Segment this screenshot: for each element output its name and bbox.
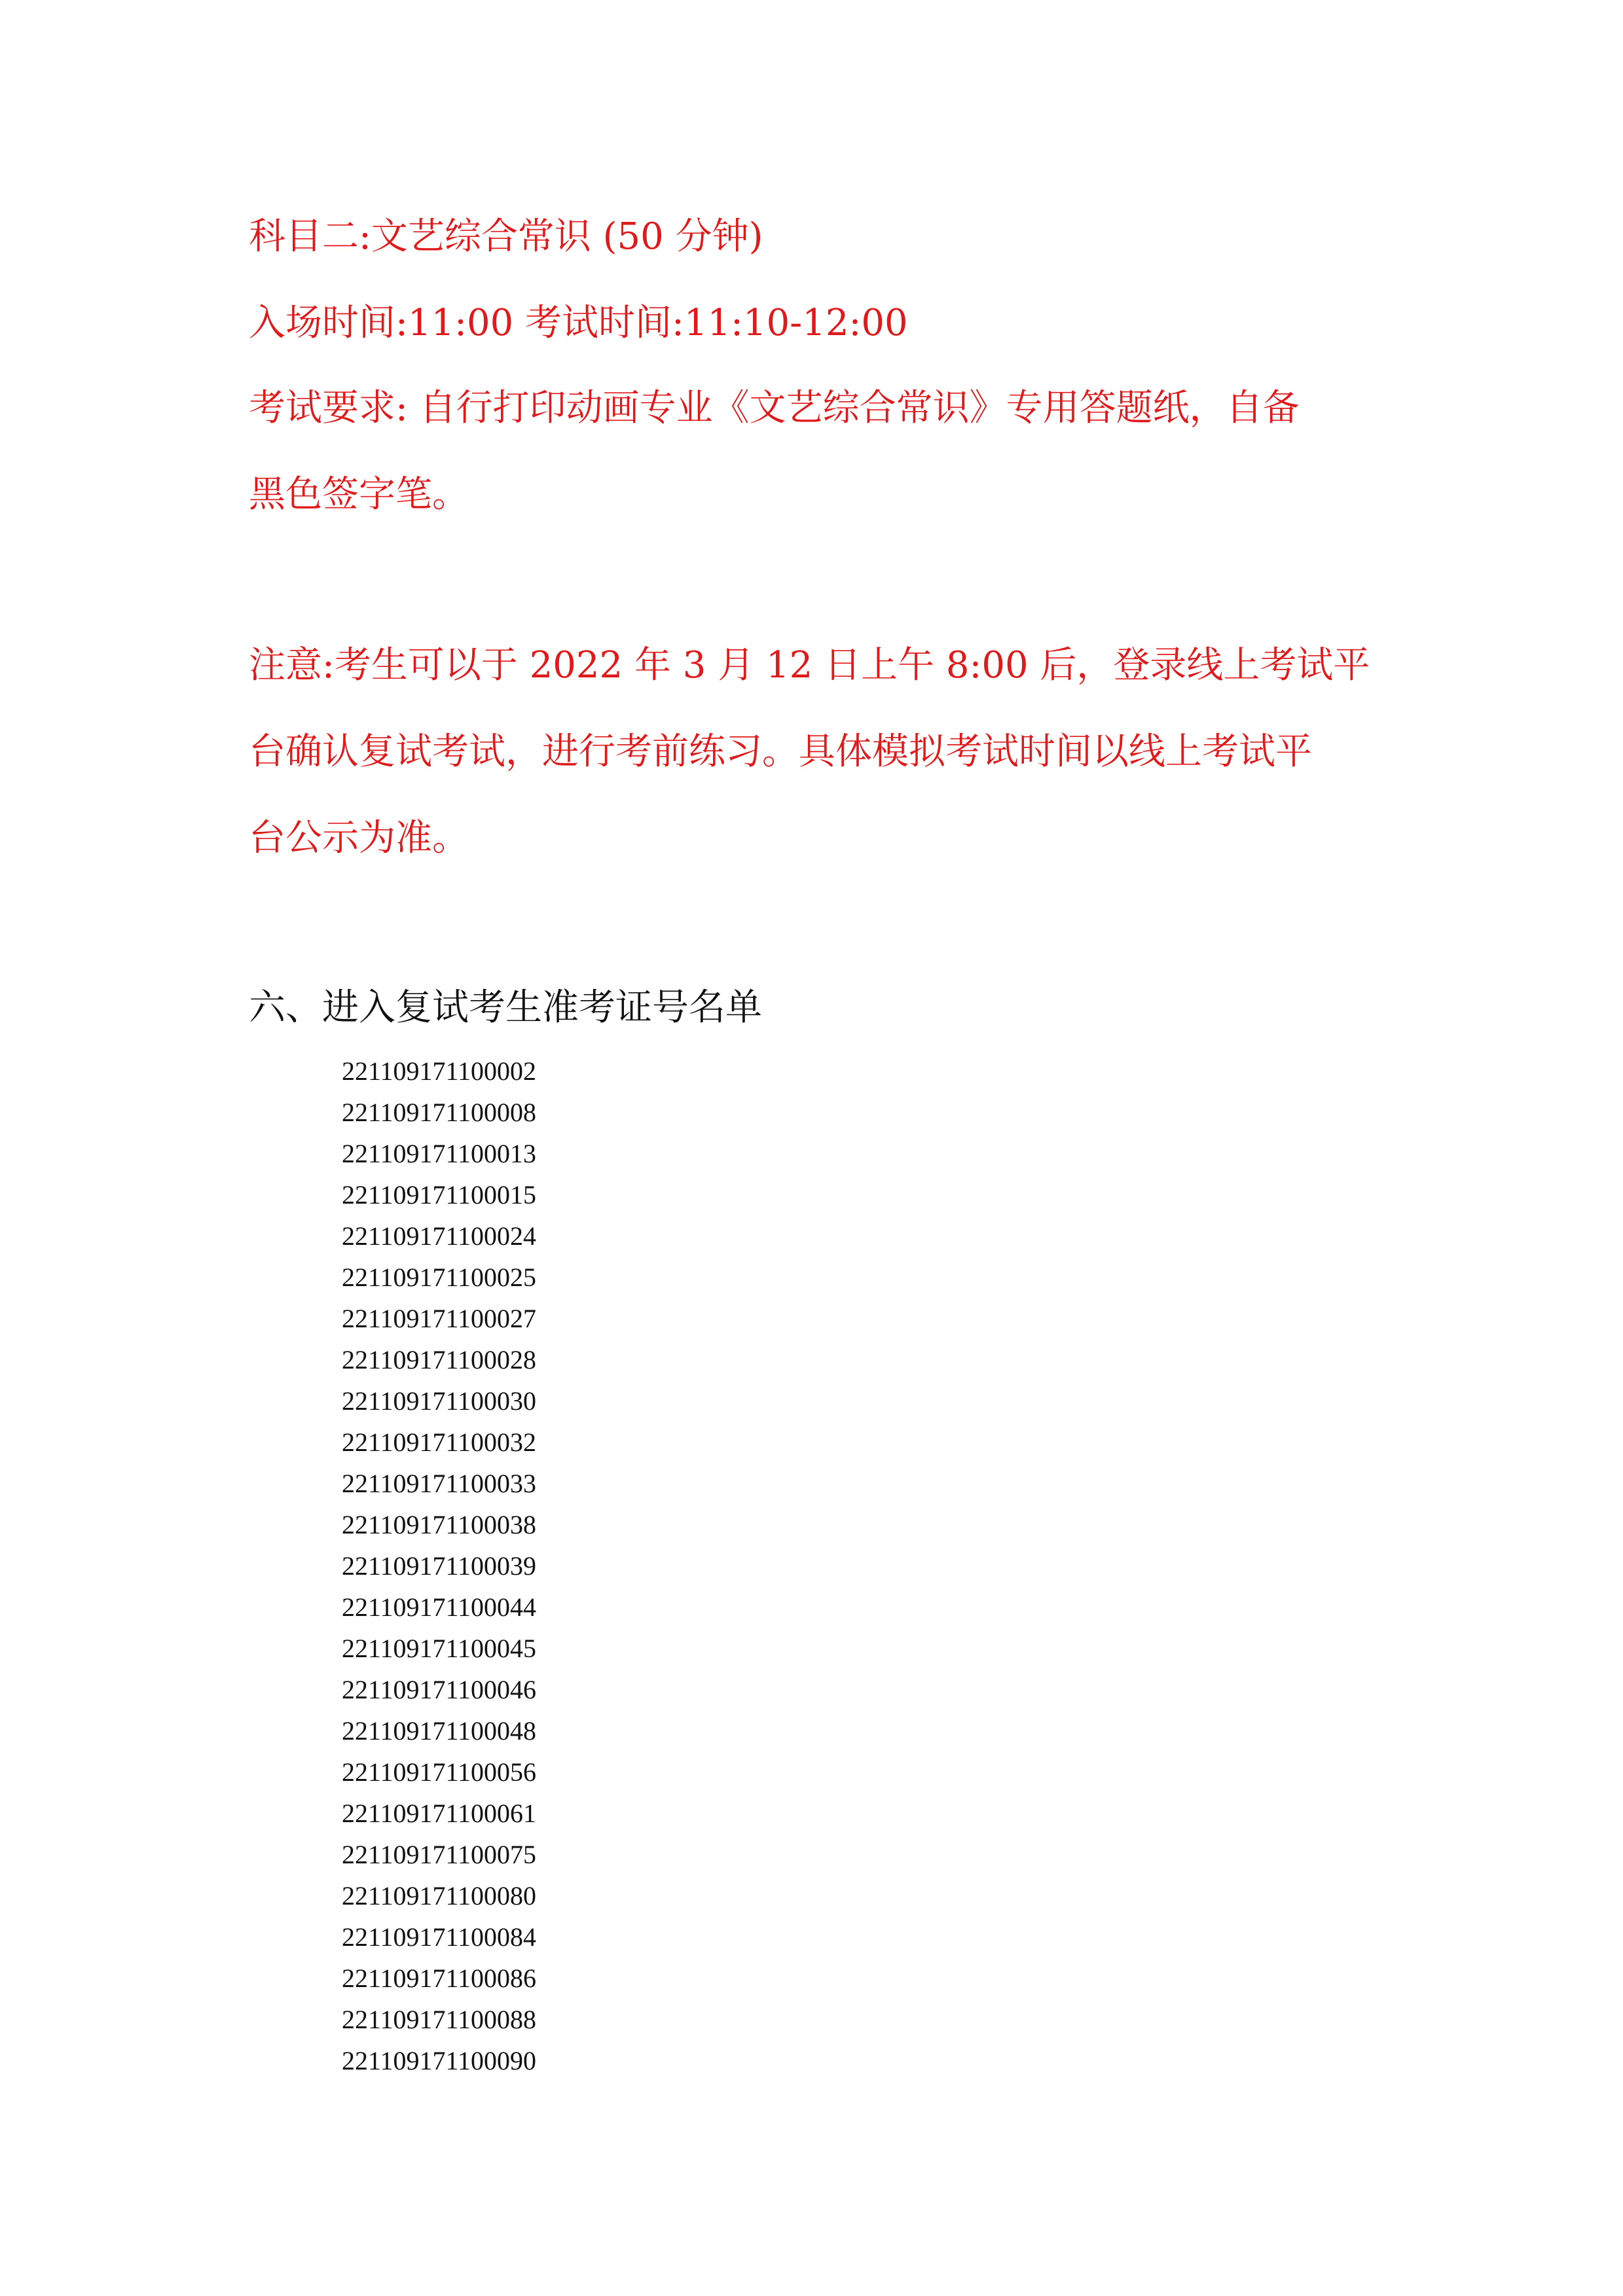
candidate-id: 221109171100045 <box>342 1634 537 1663</box>
exam-requirement-line-1: 考试要求: 自行打印动画专业《文艺综合常识》专用答题纸，自备 <box>249 387 1300 429</box>
candidate-id: 221109171100025 <box>342 1263 537 1292</box>
exam-subject: 科目二:文艺综合常识 (50 分钟) <box>249 215 763 258</box>
notice-line-2: 台确认复试考试，进行考前练习。具体模拟考试时间以线上考试平 <box>249 730 1312 773</box>
candidate-id: 221109171100084 <box>342 1922 537 1952</box>
exam-requirement-line-2: 黑色签字笔。 <box>249 473 469 516</box>
candidate-id: 221109171100086 <box>342 1964 537 1993</box>
candidate-id: 221109171100039 <box>342 1551 537 1581</box>
exam-time: 入场时间:11:00 考试时间:11:10-12:00 <box>249 302 908 344</box>
candidate-id: 221109171100038 <box>342 1510 537 1539</box>
candidate-id: 221109171100002 <box>342 1056 537 1086</box>
candidate-id: 221109171100056 <box>342 1757 537 1787</box>
candidate-id: 221109171100046 <box>342 1675 537 1704</box>
notice-line-3: 台公示为准。 <box>249 817 469 859</box>
candidate-id: 221109171100015 <box>342 1180 537 1210</box>
candidate-id-list <box>342 1050 536 2081</box>
candidate-id: 221109171100033 <box>342 1469 537 1498</box>
candidate-id: 221109171100013 <box>342 1139 537 1168</box>
candidate-id: 221109171100030 <box>342 1386 537 1416</box>
candidate-id: 221109171100061 <box>342 1799 537 1828</box>
notice-line-1: 注意:考生可以于 2022 年 3 月 12 日上午 8:00 后，登录线上考试平 <box>249 644 1370 687</box>
candidate-id: 221109171100028 <box>342 1345 537 1374</box>
section-heading: 六、进入复试考生准考证号名单 <box>249 986 762 1029</box>
candidate-id: 221109171100088 <box>342 2005 537 2034</box>
candidate-id: 221109171100032 <box>342 1427 537 1457</box>
candidate-id: 221109171100027 <box>342 1304 537 1333</box>
candidate-id: 221109171100024 <box>342 1221 537 1251</box>
candidate-id: 221109171100048 <box>342 1716 537 1746</box>
candidate-id: 221109171100008 <box>342 1098 537 1127</box>
candidate-id: 221109171100075 <box>342 1840 537 1869</box>
candidate-id: 221109171100044 <box>342 1592 537 1622</box>
candidate-id: 221109171100090 <box>342 2046 537 2075</box>
candidate-id: 221109171100080 <box>342 1881 537 1910</box>
